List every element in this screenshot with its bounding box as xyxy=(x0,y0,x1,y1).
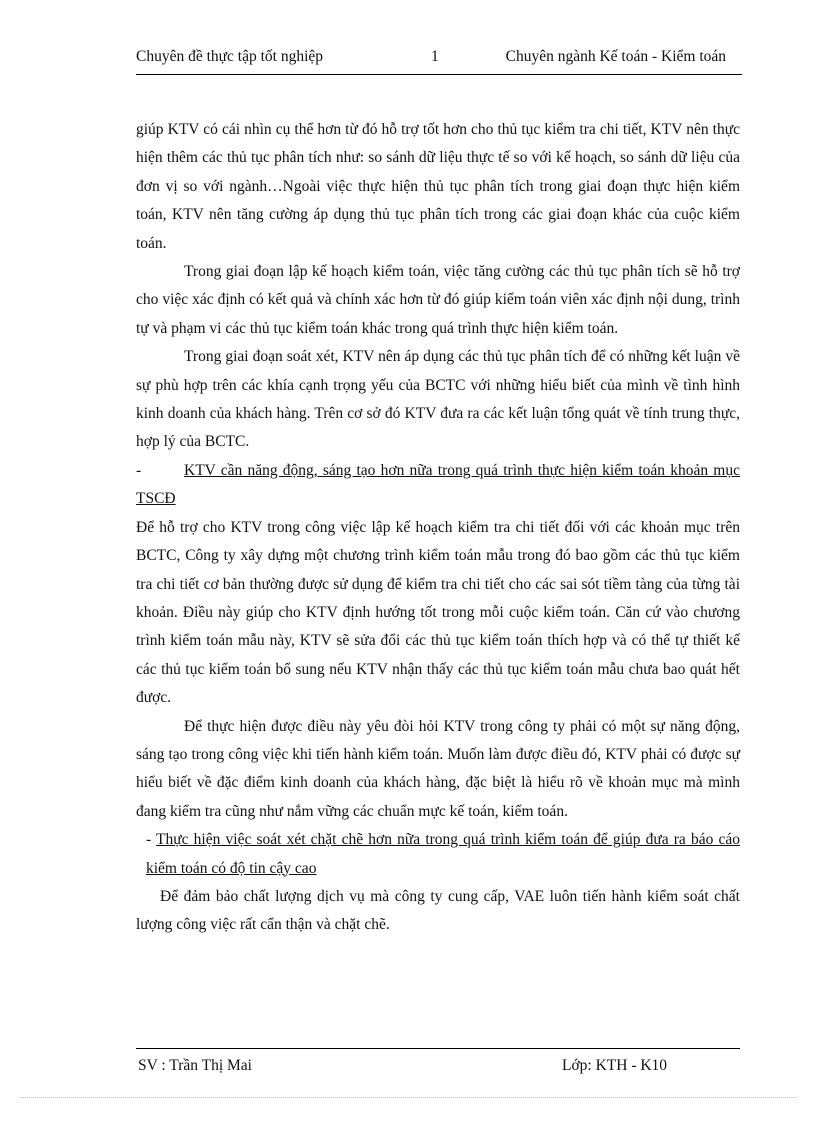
section-heading-1 xyxy=(136,457,740,514)
header-title: Chuyên đề thực tập tốt nghiệp xyxy=(136,48,324,65)
paragraph-4: Để hỗ trợ cho KTV trong công việc lập kế hoạch kiểm tra chi tiết đối với các khoản mục trên BCTC, Công ty xây dựng một chương trình kiểm toán mẫu trong đó bao gồm các thủ tục kiểm tra chi tiết cơ bản thường được sử dụng để kiểm tra chi tiết cho các sai sót tiềm tàng của từng tài khoản. Điều này giúp cho KTV định hướng tốt trong mỗi cuộc kiểm toán. Căn cứ vào chương trình kiểm toán mẫu này, KTV sẽ sửa đổi các thủ tục kiểm toán thích hợp và có thể tự thiết kế các thủ tục kiểm toán bổ sung nếu KTV nhận thấy các thủ tục kiểm toán mẫu chưa bao quát hết được. xyxy=(136,518,740,707)
page-bottom-divider xyxy=(20,1097,796,1098)
paragraph-5: Để thực hiện được điều này yêu đòi hỏi KTV trong công ty phải có một sự năng động, sáng tạo trong công việc khi tiến hành kiểm toán. Muốn làm được điều đó, KTV phải có được sự hiểu biết về đặc điểm kinh doanh của khách hàng, đặc biệt là hiểu rõ về khoản mục mà mình đang kiểm tra cũng như nắm vững các chuẩn mực kế toán, kiểm toán. xyxy=(136,717,740,820)
footer-student: SV : Trần Thị Mai xyxy=(138,1057,252,1074)
paragraph-6: Để đảm bảo chất lượng dịch vụ mà công ty cung cấp, VAE luôn tiến hành kiểm soát chất lượng công việc rất cẩn thận và chặt chẽ. xyxy=(136,887,740,934)
page-header xyxy=(136,44,742,75)
document-body xyxy=(136,116,740,940)
heading-2-text: Thực hiện việc soát xét chặt chẽ hơn nữa trong quá trình kiểm toán để giúp đưa ra báo cáo kiểm toán có độ tin cậy cao xyxy=(146,831,740,877)
page-footer xyxy=(136,1048,740,1079)
footer-class: Lớp: KTH - K10 xyxy=(562,1057,668,1074)
heading-1-dash: - xyxy=(136,461,142,479)
heading-1-text: KTV cần năng động, sáng tạo hơn nữa trong quá trình thực hiện kiểm toán khoản mục TSCĐ xyxy=(136,461,740,508)
section-heading-2 xyxy=(136,826,740,883)
paragraph-3: Trong giai đoạn soát xét, KTV nên áp dụng các thủ tục phân tích để có những kết luận về sự phù hợp trên các khía cạnh trọng yếu của BCTC với những hiểu biết của mình về tình hình kinh doanh của khách hàng. Trên cơ sở đó KTV đưa ra các kết luận tổng quát về tính trung thực, hợp lý của BCTC. xyxy=(136,348,740,451)
heading-2-dash: - xyxy=(146,831,157,849)
paragraph-1: giúp KTV có cái nhìn cụ thể hơn từ đó hỗ trợ tốt hơn cho thủ tục kiểm tra chi tiết, KTV nên thực hiện thêm các thủ tục phân tích như: so sánh dữ liệu thực tế so với kế hoạch, so sánh dữ liệu của đơn vị so với ngành…Ngoài việc thực hiện thủ tục phân tích trong giai đoạn thực hiện kiểm toán, KTV nên tăng cường áp dụng thủ tục phân tích trong các giai đoạn khác của cuộc kiểm toán. xyxy=(136,121,740,252)
page-number: 1 xyxy=(431,48,439,65)
header-major: Chuyên ngành Kế toán - Kiểm toán xyxy=(505,48,726,65)
paragraph-2: Trong giai đoạn lập kế hoạch kiểm toán, việc tăng cường các thủ tục phân tích sẽ hỗ trợ cho việc xác định có kết quả và chính xác hơn từ đó giúp kiểm toán viên xác định nội dung, trình tự và phạm vi các thủ tục kiểm toán khác trong quá trình thực hiện kiểm toán. xyxy=(136,263,740,337)
